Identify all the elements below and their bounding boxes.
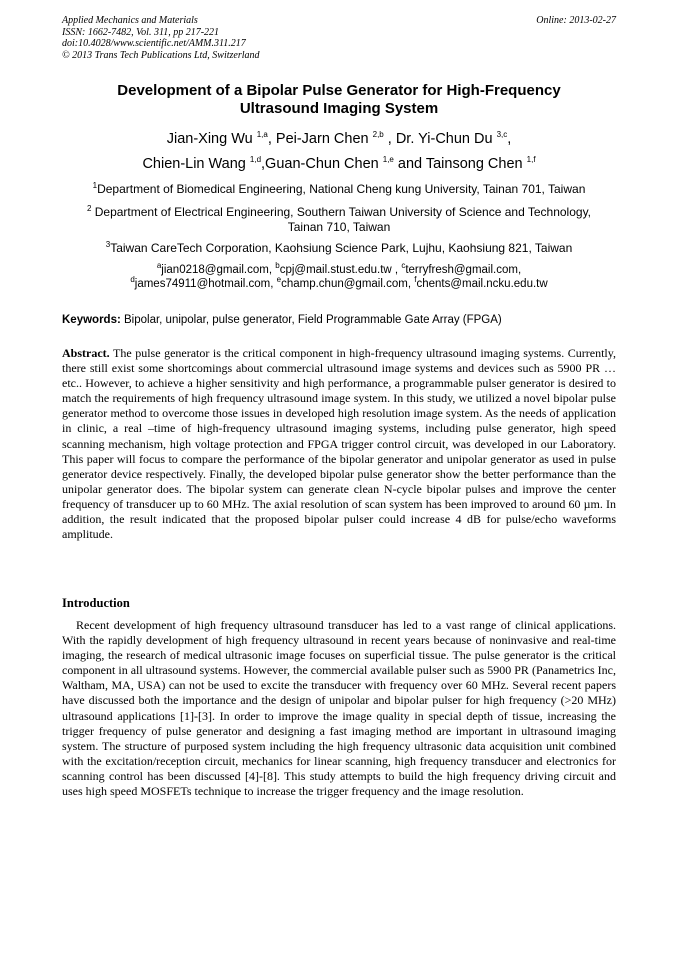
email-link: jian0218@gmail.com, xyxy=(161,264,276,276)
paper-title xyxy=(62,82,616,118)
author-name: Jian-Xing Wu xyxy=(166,131,257,147)
online-date-header xyxy=(536,15,616,27)
affiliation-text-cont: Tainan 710, Taiwan xyxy=(287,220,391,234)
abstract-text: The pulse generator is the critical component in high-frequency ultrasound imaging systems. Currently, there still exist some shortcomings about commercial ultrasound image systems and devices such as 5900 PR …etc.. However, to achieve a higher sensitivity and high performance, a programmable pulser generator is desired to match the requirements of high frequency ultrasound image system. In this study, we utilized a novel bipolar pulse generator method to overcome those issues in developed high resolution image system. As the needs of application in clinic, a real –time of high-frequency ultrasound imaging systems, including pulse generator, high speed scanning mechanism, high voltage protection and FPGA trigger control circuit, was developed in our Laboratory. This paper will focus to compare the performance of the bipolar generator and unipolar generator as used in pulse generator device respectively. Finally, the developed bipolar pulse generator show the better performance than the unipolar generator does. The bipolar system can generate clean N-cycle bipolar pulses and improve the center frequency of transducer up to 60 MHz. The axial resolution of scan system has been improved to around 60 µm. In addition, the result indicated that the proposed bipolar pulser could increase 4 dB for pulse/echo waveforms amplitude. xyxy=(62,346,616,542)
email-link: cpj@mail.stust.edu.tw , xyxy=(279,264,402,276)
author-name: Chien-Lin Wang xyxy=(142,156,250,172)
author-name: , Pei-Jarn Chen xyxy=(267,131,373,147)
email-link: chents@mail.ncku.edu.tw xyxy=(416,278,548,290)
author-affil-sup: 3,c xyxy=(496,130,508,140)
introduction-heading: Introduction xyxy=(62,596,130,610)
keywords xyxy=(62,313,616,327)
email-sup: b xyxy=(275,261,280,271)
email-link: terryfresh@gmail.com, xyxy=(405,264,522,276)
author-name: , Dr. Yi-Chun Du xyxy=(383,131,497,147)
affiliation-sup: 3 xyxy=(105,240,111,249)
author-list xyxy=(62,127,616,177)
author-affil-sup: 1,a xyxy=(256,130,268,140)
email-link: champ.chun@gmail.com, xyxy=(281,278,415,290)
keywords-text: Bipolar, unipolar, pulse generator, Field Programmable Gate Array (FPGA) xyxy=(120,314,502,326)
journal-copyright: © 2013 Trans Tech Publications Ltd, Switzerland xyxy=(62,49,260,61)
affiliation-3 xyxy=(62,241,616,256)
author-affil-sup: 1,d xyxy=(249,155,262,165)
affiliation-2 xyxy=(62,205,616,235)
email-sup: a xyxy=(156,261,162,271)
email-sup: e xyxy=(276,275,282,285)
journal-name: Applied Mechanics and Materials xyxy=(62,15,198,26)
affiliation-sup: 1 xyxy=(92,181,98,190)
email-sup: c xyxy=(401,261,406,271)
journal-doi: doi:10.4028/www.scientific.net/AMM.311.217 xyxy=(62,38,246,49)
affiliation-text: Department of Biomedical Engineering, National Cheng kung University, Tainan 701, Taiwan xyxy=(97,182,586,196)
abstract xyxy=(62,346,616,542)
keywords-label: Keywords: xyxy=(62,314,121,326)
author-line-2 xyxy=(62,152,616,177)
online-date: Online: 2013-02-27 xyxy=(536,15,616,26)
affiliation-line xyxy=(62,205,616,220)
email-link: james74911@hotmail.com, xyxy=(134,278,277,290)
author-line-1 xyxy=(62,127,616,152)
email-sup: d xyxy=(130,275,135,285)
affiliation-text: Department of Electrical Engineering, Southern Taiwan University of Science and Technology, xyxy=(91,205,592,219)
affiliation-1 xyxy=(62,182,616,197)
author-affil-sup: 1,e xyxy=(382,155,394,165)
journal-header xyxy=(62,15,482,61)
title-line-1: Development of a Bipolar Pulse Generator for High-Frequency xyxy=(117,82,561,99)
title-line-2: Ultrasound Imaging System xyxy=(239,100,439,117)
author-name: ,Guan-Chun Chen xyxy=(261,156,383,172)
author-separator: , xyxy=(507,131,512,147)
affiliation-sup: 2 xyxy=(86,204,92,213)
author-emails xyxy=(62,263,616,291)
affiliation-text: Taiwan CareTech Corporation, Kaohsiung Science Park, Lujhu, Kaohsiung 821, Taiwan xyxy=(110,241,573,255)
journal-issn: ISSN: 1662-7482, Vol. 311, pp 217-221 xyxy=(62,26,220,38)
author-affil-sup: 2,b xyxy=(372,130,384,140)
abstract-label: Abstract. xyxy=(62,346,110,360)
introduction-paragraph: Recent development of high frequency ultrasound transducer has led to a vast range of clinical applications. With the rapidly development of high frequency ultrasound in recent years because of noninvasive and real-time imaging, the research of medical ultrasonic image focuses on superficial tissue. The pulse generator is the critical component in all ultrasound systems. However, the commercial available pulser such as 5900 PR (Panametrics Inc, Waltham, MA, USA) can not be used to excite the transducer with frequency over 60 MHz. Several recent papers have discussed both the importance and the design of unipolar and bipolar pulser for high frequency (>20 MHz) ultrasound applications [1]-[3]. In order to improve the image quality in special depth of tissue, increasing the trigger frequency of pulse generator and designing a fast imaging method are important in ultrasound imaging system. The structure of purposed system including the high frequency ultrasonic data acquisition unit combined with the excitation/reception circuit, mechanics for linear scanning, high frequency transducer and electronics for scanning control has been discussed [4]-[8]. This study attempts to build the high frequency driving circuit and uses high speed MOSFETs technique to increase the trigger frequency and the image resolution. xyxy=(62,618,616,799)
email-sup: f xyxy=(414,275,417,285)
author-name: and Tainsong Chen xyxy=(393,156,527,172)
author-affil-sup: 1,f xyxy=(526,155,536,165)
email-line-2 xyxy=(62,277,616,291)
email-line-1 xyxy=(62,263,616,277)
